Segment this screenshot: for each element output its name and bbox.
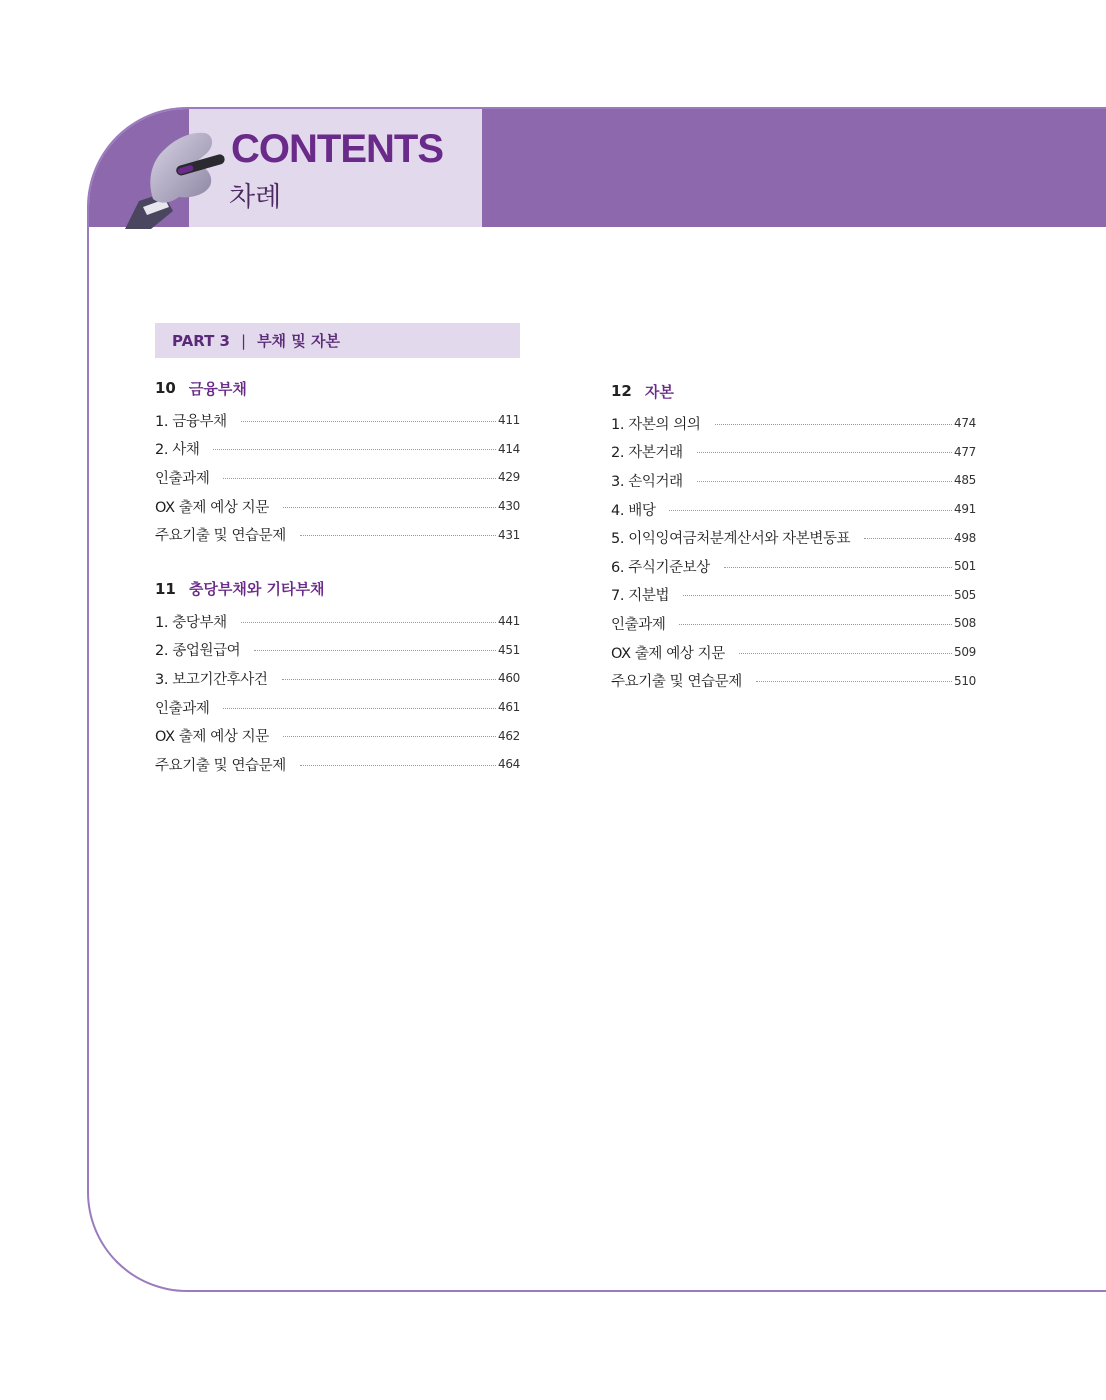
leader-dots (739, 653, 952, 654)
leader-dots (715, 424, 952, 425)
toc-entry-label: 1. 충당부채 (155, 614, 227, 631)
leader-dots (223, 478, 496, 479)
leader-dots (241, 622, 496, 623)
toc-entry-page: 485 (953, 473, 976, 488)
leader-dots (283, 507, 496, 508)
leader-dots (283, 736, 496, 737)
toc-entry-label: 주요기출 및 연습문제 (155, 528, 286, 545)
toc-entry-label: 2. 종업원급여 (155, 643, 241, 660)
toc-entry-label: 주요기출 및 연습문제 (611, 674, 742, 691)
toc-entry[interactable] (611, 495, 976, 524)
toc-entry-label: 인출과제 (155, 470, 210, 487)
toc-entry-page: 509 (953, 645, 976, 660)
toc-entry[interactable] (155, 463, 520, 492)
toc-entry-label: 4. 배당 (611, 502, 656, 519)
toc-entry-label: 주요기출 및 연습문제 (155, 757, 286, 774)
part-separator: | (241, 331, 247, 350)
toc-entry[interactable] (155, 664, 520, 693)
toc-entry[interactable] (611, 609, 976, 638)
part-heading (155, 323, 520, 358)
toc-entry-page: 429 (497, 470, 520, 485)
leader-dots (683, 595, 952, 596)
toc-entry-page: 498 (953, 530, 976, 545)
chapter-number: 11 (155, 579, 176, 598)
toc-entry-label: OX 출제 예상 지문 (611, 645, 725, 662)
leader-dots (300, 535, 496, 536)
leader-dots (697, 481, 952, 482)
toc-entry-page: 510 (953, 673, 976, 688)
toc-entry-page: 501 (953, 559, 976, 574)
leader-dots (213, 449, 496, 450)
toc-entry[interactable] (155, 750, 520, 779)
hand-holding-pen-icon (117, 123, 227, 229)
toc-entry-page: 430 (497, 499, 520, 514)
toc-entry-label: OX 출제 예상 지문 (155, 499, 269, 516)
chapter-number: 12 (611, 382, 632, 400)
chapter-title: 자본 (644, 382, 674, 401)
leader-dots (679, 624, 952, 625)
leader-dots (223, 708, 496, 709)
toc-entry-label: 3. 손익거래 (611, 473, 683, 490)
chapter-number: 10 (155, 379, 176, 397)
toc-entry-page: 505 (953, 587, 976, 602)
leader-dots (697, 452, 952, 453)
toc-entry-page: 462 (497, 728, 520, 743)
toc-entry-page: 414 (497, 441, 520, 456)
toc-entry[interactable] (155, 693, 520, 722)
chapter-title: 충당부채와 기타부채 (188, 580, 325, 599)
toc-entry-label: 2. 자본거래 (611, 445, 683, 462)
toc-entry[interactable] (155, 492, 520, 521)
toc-column-right (611, 377, 976, 695)
leader-dots (241, 421, 496, 422)
leader-dots (669, 510, 952, 511)
toc-entry-page: 461 (497, 700, 520, 715)
contents-title: CONTENTS (231, 127, 443, 171)
toc-entry-label: 3. 보고기간후사건 (155, 671, 268, 688)
toc-entry-page: 451 (497, 642, 520, 657)
leader-dots (254, 650, 496, 651)
chapter-heading[interactable] (155, 374, 520, 402)
toc-entry[interactable] (611, 523, 976, 552)
toc-entry[interactable] (155, 406, 520, 435)
toc-entry[interactable] (611, 409, 976, 438)
leader-dots (300, 765, 496, 766)
part-label: PART 3 (172, 331, 230, 350)
toc-entry[interactable] (611, 438, 976, 467)
toc-entry[interactable] (611, 581, 976, 610)
toc-column-left (155, 374, 520, 779)
toc-entry[interactable] (611, 552, 976, 581)
leader-dots (864, 538, 952, 539)
toc-entry-page: 411 (497, 413, 520, 428)
toc-entry[interactable] (155, 636, 520, 665)
toc-entry-page: 491 (953, 502, 976, 517)
toc-entry-label: 7. 지분법 (611, 588, 670, 605)
toc-entry-label: 6. 주식기준보상 (611, 559, 710, 576)
toc-entry-label: 1. 자본의 의의 (611, 416, 701, 433)
toc-entry-page: 431 (497, 527, 520, 542)
toc-entry[interactable] (611, 638, 976, 667)
toc-entry-page: 474 (953, 416, 976, 431)
toc-entry-page: 460 (497, 671, 520, 686)
toc-entry[interactable] (155, 520, 520, 549)
toc-entry-page: 477 (953, 444, 976, 459)
chapter-heading[interactable] (155, 575, 520, 603)
toc-entry-label: 인출과제 (611, 616, 666, 633)
toc-entry-page: 441 (497, 614, 520, 629)
toc-entry-label: 1. 금융부채 (155, 413, 227, 430)
toc-entry[interactable] (155, 607, 520, 636)
toc-entry-label: 인출과제 (155, 700, 210, 717)
toc-entry-label: 5. 이익잉여금처분계산서와 자본변동표 (611, 531, 851, 548)
section-gap (155, 549, 520, 575)
toc-entry[interactable] (611, 466, 976, 495)
toc-entry-page: 464 (497, 757, 520, 772)
toc-entry[interactable] (155, 721, 520, 750)
leader-dots (282, 679, 496, 680)
chapter-heading[interactable] (611, 377, 976, 405)
leader-dots (756, 681, 952, 682)
toc-entry[interactable] (155, 435, 520, 464)
toc-entry[interactable] (611, 666, 976, 695)
contents-subtitle: 차례 (229, 182, 282, 213)
part-title: 부채 및 자본 (257, 332, 340, 350)
toc-entry-page: 508 (953, 616, 976, 631)
toc-entry-label: 2. 사채 (155, 442, 200, 459)
chapter-title: 금융부채 (188, 379, 247, 398)
leader-dots (724, 567, 952, 568)
toc-entry-label: OX 출제 예상 지문 (155, 729, 269, 746)
